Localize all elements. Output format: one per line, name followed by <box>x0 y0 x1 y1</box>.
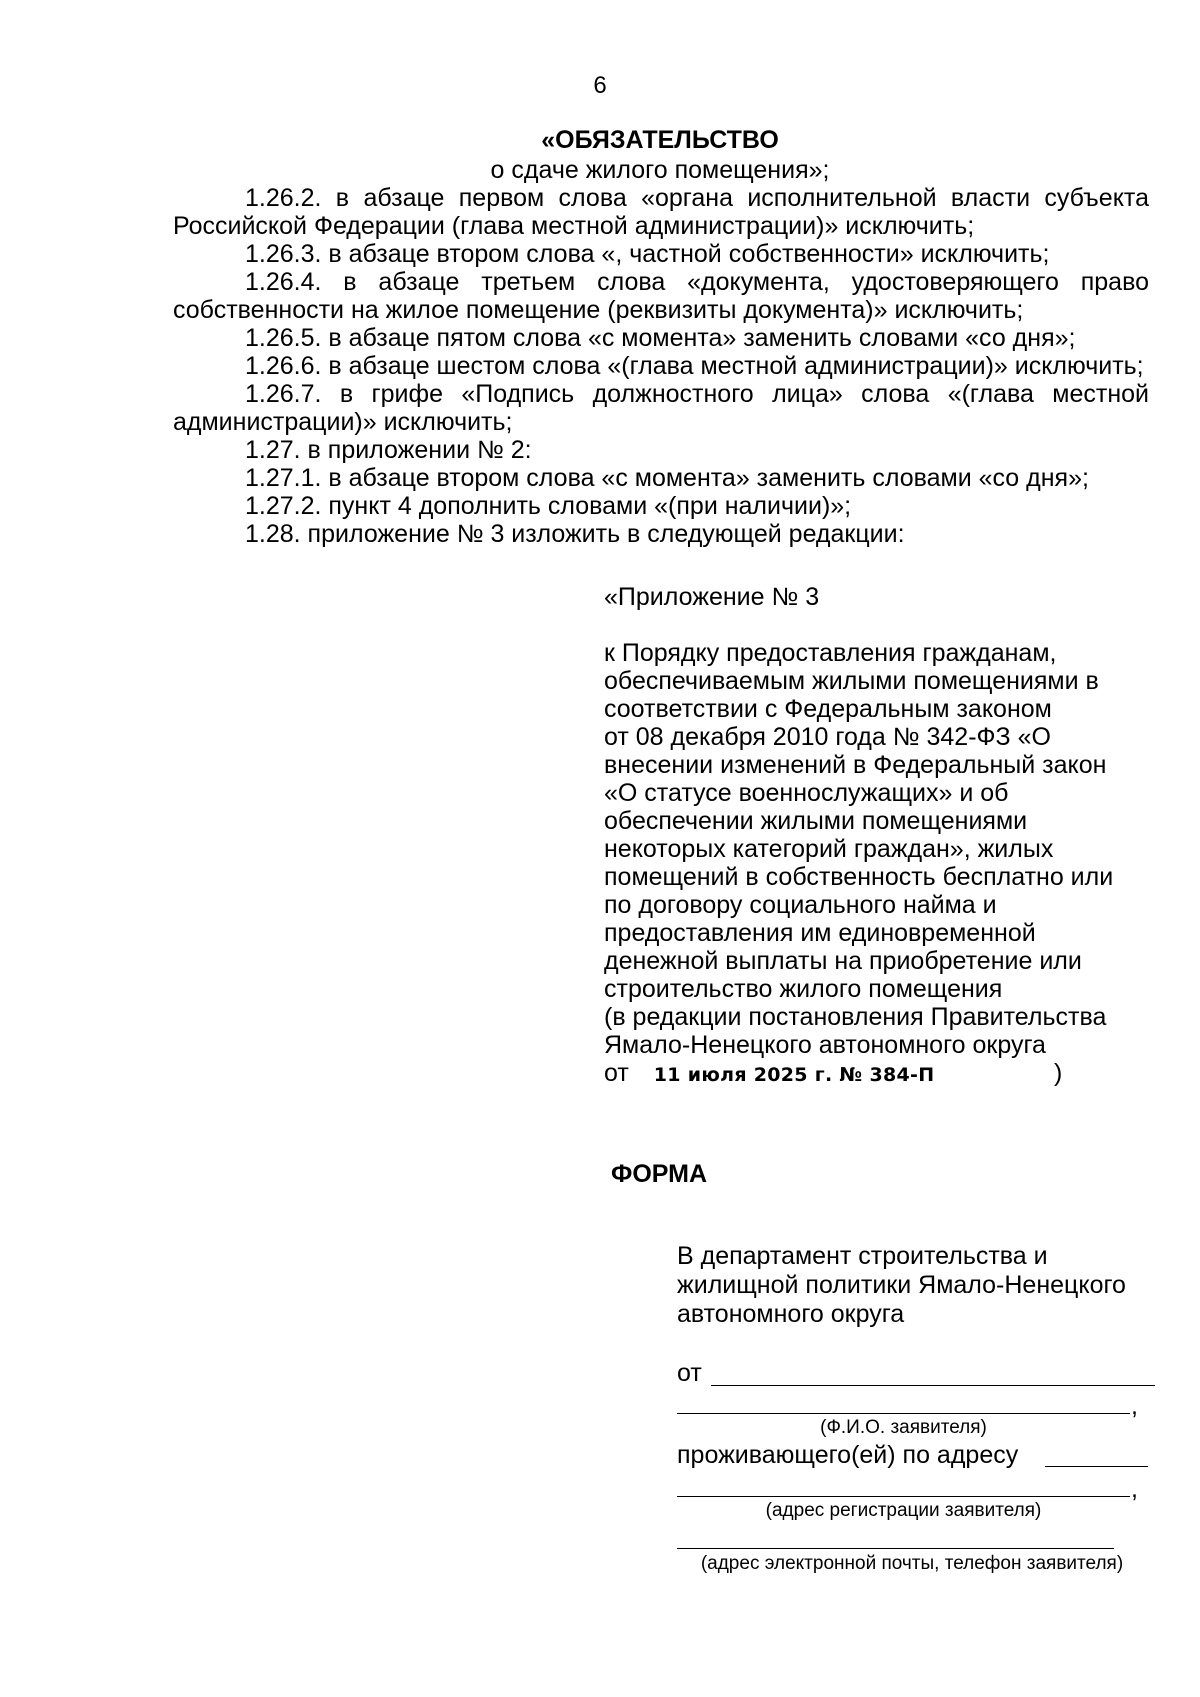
paragraph-1-26-4: 1.26.4. в абзаце третьем слова «документа, удостоверяющего право собственности на жилое помещение (реквизиты документа)» исключить; <box>173 268 1149 324</box>
appendix-date-line <box>604 1059 1164 1087</box>
from-label: от <box>677 1359 702 1387</box>
appendix-heading: «Приложение № 3 <box>604 583 820 611</box>
appendix-line: «О статусе военнослужащих» и об <box>604 779 1009 807</box>
appendix-line: денежной выплаты на приобретение или <box>604 947 1082 975</box>
paragraph-1-26-6: 1.26.6. в абзаце шестом слова «(глава местной администрации)» исключить; <box>245 352 1144 380</box>
paragraph-1-27-1: 1.27.1. в абзаце втором слова «с момента» заменить словами «со дня»; <box>245 464 1089 492</box>
appendix-line: некоторых категорий граждан», жилых <box>604 835 1054 863</box>
closing-paren: ) <box>1054 1059 1063 1087</box>
page-number: 6 <box>593 72 607 99</box>
appendix-line: строительство жилого помещения <box>604 975 1003 1003</box>
comma: , <box>1131 1392 1138 1420</box>
form-label: ФОРМА <box>611 1160 708 1188</box>
paragraph-1-27: 1.27. в приложении № 2: <box>245 436 532 464</box>
residing-label: проживающего(ей) по адресу <box>677 1441 1019 1469</box>
appendix-line: обеспечиваемым жилыми помещениями в <box>604 667 1099 695</box>
obligation-title: «ОБЯЗАТЕЛЬСТВО <box>541 126 779 154</box>
appendix-line: помещений в собственность бесплатно или <box>604 863 1114 891</box>
addressee-line: жилищной политики Ямало-Ненецкого <box>677 1271 1126 1299</box>
paragraph-1-26-7: 1.26.7. в грифе «Подпись должностного лица» слова «(глава местной администрации)» исключить; <box>173 380 1149 436</box>
contact-caption: (адрес электронной почты, телефон заявителя) <box>700 1553 1124 1574</box>
contact-fill-line[interactable] <box>677 1548 1114 1549</box>
paragraph-1-28: 1.28. приложение № 3 изложить в следующей редакции: <box>245 520 905 548</box>
appendix-line: по договору социального найма и <box>604 891 997 919</box>
paragraph-1-26-2: 1.26.2. в абзаце первом слова «органа исполнительной власти субъекта Российской Федерации (глава местной администрации)» исключить; <box>173 184 1149 240</box>
appendix-line: обеспечении жилыми помещениями <box>604 807 1028 835</box>
appendix-line: внесении изменений в Федеральный закон <box>604 751 1107 779</box>
address-fill-line-short[interactable] <box>1045 1466 1148 1467</box>
appendix-line: от 08 декабря 2010 года № 342-ФЗ «О <box>604 723 1051 751</box>
fio-fill-line[interactable] <box>677 1413 1130 1414</box>
amendments-list <box>173 184 1149 548</box>
resolution-signature: 11 июля 2025 г. № 384-П <box>653 1064 935 1086</box>
addressee-block <box>677 1242 1157 1329</box>
appendix-line: соответствии с Федеральным законом <box>604 695 1052 723</box>
from-fill-line[interactable] <box>711 1385 1155 1386</box>
appendix-line: к Порядку предоставления гражданам, <box>604 639 1057 667</box>
comma: , <box>1131 1475 1138 1503</box>
registration-caption: (адрес регистрации заявителя) <box>765 1500 1042 1521</box>
paragraph-1-26-5: 1.26.5. в абзаце пятом слова «с момента» заменить словами «со дня»; <box>245 324 1076 352</box>
appendix-line: предоставления им единовременной <box>604 919 1036 947</box>
appendix-header-block <box>604 583 1164 1087</box>
appendix-line: Ямало-Ненецкого автономного округа <box>604 1031 1046 1059</box>
addressee-line: автономного округа <box>677 1300 905 1328</box>
address-fill-line[interactable] <box>677 1496 1130 1497</box>
paragraph-1-26-3: 1.26.3. в абзаце втором слова «, частной собственности» исключить; <box>245 240 1050 268</box>
paragraph-1-27-2: 1.27.2. пункт 4 дополнить словами «(при наличии)»; <box>245 492 852 520</box>
fio-caption: (Ф.И.О. заявителя) <box>820 1417 987 1438</box>
addressee-line: В департамент строительства и <box>677 1242 1048 1270</box>
from-prefix: от <box>604 1059 629 1087</box>
appendix-line: (в редакции постановления Правительства <box>604 1003 1107 1031</box>
obligation-subtitle: о сдаче жилого помещения»; <box>490 156 830 184</box>
